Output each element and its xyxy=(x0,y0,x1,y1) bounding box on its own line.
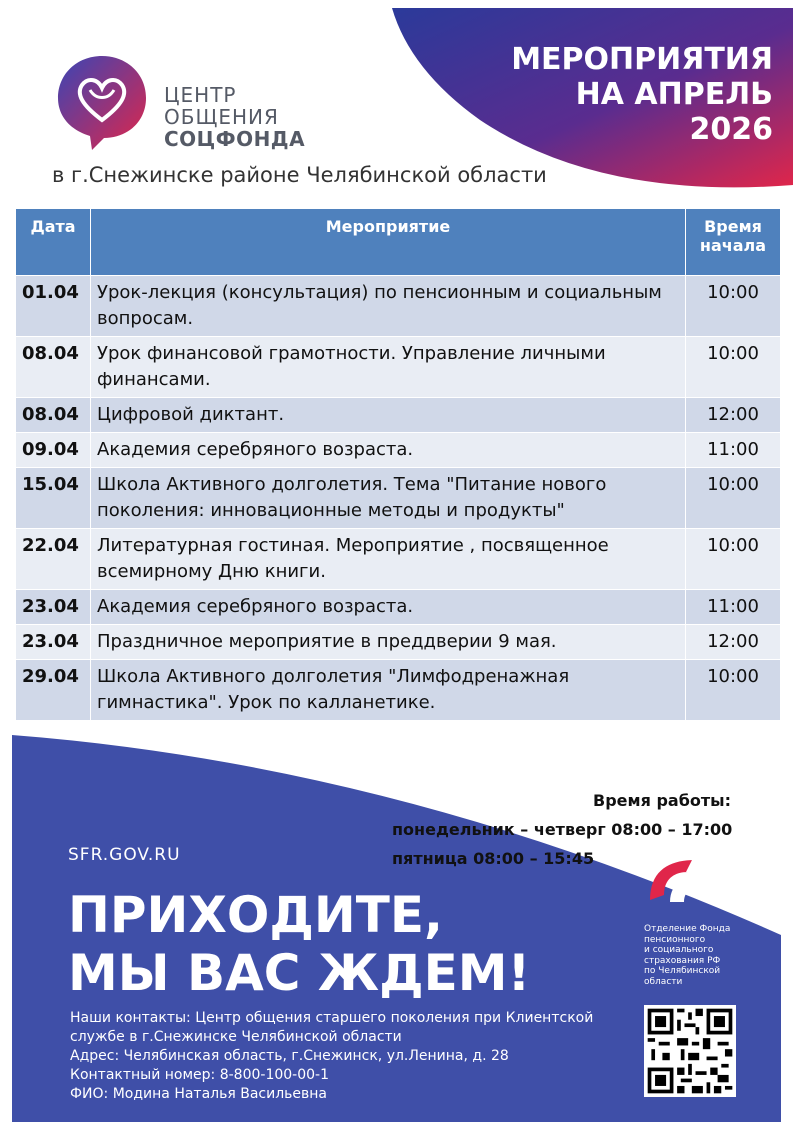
row-date: 15.04 xyxy=(16,468,91,529)
sfr-caption-line: страхования РФ xyxy=(644,955,721,966)
row-event: Литературная гостиная. Мероприятие , посвященное всемирному Дню книги. xyxy=(91,529,686,590)
table-row xyxy=(16,529,781,590)
row-time: 12:00 xyxy=(686,398,781,433)
row-time: 11:00 xyxy=(686,590,781,625)
location-subtitle: в г.Снежинске районе Челябинской области xyxy=(52,163,547,187)
table-row xyxy=(16,398,781,433)
row-date: 08.04 xyxy=(16,398,91,433)
work-hours-line-2: пятница 08:00 – 15:45 xyxy=(392,849,595,868)
column-header-date: Дата xyxy=(16,209,91,276)
row-date: 29.04 xyxy=(16,660,91,721)
slogan xyxy=(68,886,530,1002)
row-event: Школа Активного долголетия "Лимфодренажная гимнастика". Урок по калланетике. xyxy=(91,660,686,721)
contacts-line: Контактный номер: 8-800-100-00-1 xyxy=(70,1067,329,1083)
table-row xyxy=(16,468,781,529)
row-time: 12:00 xyxy=(686,625,781,660)
slogan-line-2: МЫ ВАС ЖДЕМ! xyxy=(68,944,531,1002)
row-time: 10:00 xyxy=(686,276,781,337)
column-header-time: Время начала xyxy=(686,209,781,276)
sfr-caption-line: Отделение Фонда xyxy=(644,924,731,934)
table-row xyxy=(16,625,781,660)
logo-line-2: ОБЩЕНИЯ xyxy=(164,105,279,129)
row-date: 09.04 xyxy=(16,433,91,468)
website-link[interactable]: SFR.GOV.RU xyxy=(68,845,181,865)
column-header-event: Мероприятие xyxy=(91,209,686,276)
table-row xyxy=(16,276,781,337)
row-event: Праздничное мероприятие в преддверии 9 мая. xyxy=(91,625,686,660)
row-date: 23.04 xyxy=(16,625,91,660)
events-table xyxy=(15,208,781,721)
sfr-logo-icon xyxy=(640,850,715,910)
row-time: 11:00 xyxy=(686,433,781,468)
row-event: Урок финансовой грамотности. Управление личными финансами. xyxy=(91,337,686,398)
contacts-block xyxy=(70,1009,593,1104)
table-row xyxy=(16,590,781,625)
row-date: 23.04 xyxy=(16,590,91,625)
row-event: Академия серебряного возраста. xyxy=(91,433,686,468)
title-line-1: МЕРОПРИЯТИЯ xyxy=(511,42,773,77)
row-event: Цифровой диктант. xyxy=(91,398,686,433)
sfr-caption xyxy=(644,924,744,987)
row-date: 22.04 xyxy=(16,529,91,590)
qr-code-icon[interactable] xyxy=(644,1005,736,1097)
sfr-caption-line: области xyxy=(644,976,683,987)
logo-line-3: СОЦФОНДА xyxy=(164,127,306,151)
row-time: 10:00 xyxy=(686,660,781,721)
row-event: Урок-лекция (консультация) по пенсионным и социальным вопросам. xyxy=(91,276,686,337)
table-row xyxy=(16,337,781,398)
sfr-caption-line: по Челябинской xyxy=(644,966,721,976)
table-row xyxy=(16,433,781,468)
row-date: 08.04 xyxy=(16,337,91,398)
title-line-2: НА АПРЕЛЬ xyxy=(575,77,773,112)
table-row xyxy=(16,660,781,721)
row-event: Академия серебряного возраста. xyxy=(91,590,686,625)
heart-chat-logo-icon xyxy=(52,50,152,150)
row-event: Школа Активного долголетия. Тема "Питание нового поколения: инновационные методы и продукты" xyxy=(91,468,686,529)
contacts-line: ФИО: Модина Наталья Васильевна xyxy=(70,1086,328,1102)
logo-line-1: ЦЕНТР xyxy=(164,83,237,107)
sfr-caption-line: пенсионного xyxy=(644,934,706,945)
contacts-line: службе в г.Снежинске Челябинской области xyxy=(70,1029,402,1045)
row-time: 10:00 xyxy=(686,337,781,398)
contacts-line: Наши контакты: Центр общения старшего поколения при Клиентской xyxy=(70,1010,594,1026)
logo-text xyxy=(164,84,305,150)
row-time: 10:00 xyxy=(686,468,781,529)
table-header-row xyxy=(16,209,781,276)
page-title xyxy=(511,42,773,147)
work-hours-line-1: понедельник – четверг 08:00 – 17:00 xyxy=(392,820,733,839)
row-time: 10:00 xyxy=(686,529,781,590)
title-line-3: 2026 xyxy=(689,112,773,147)
sfr-caption-line: и социального xyxy=(644,945,714,955)
row-date: 01.04 xyxy=(16,276,91,337)
work-hours-title: Время работы: xyxy=(593,791,731,810)
slogan-line-1: ПРИХОДИТЕ, xyxy=(68,886,444,944)
contacts-line: Адрес: Челябинская область, г.Снежинск, ул.Ленина, д. 28 xyxy=(70,1048,509,1064)
